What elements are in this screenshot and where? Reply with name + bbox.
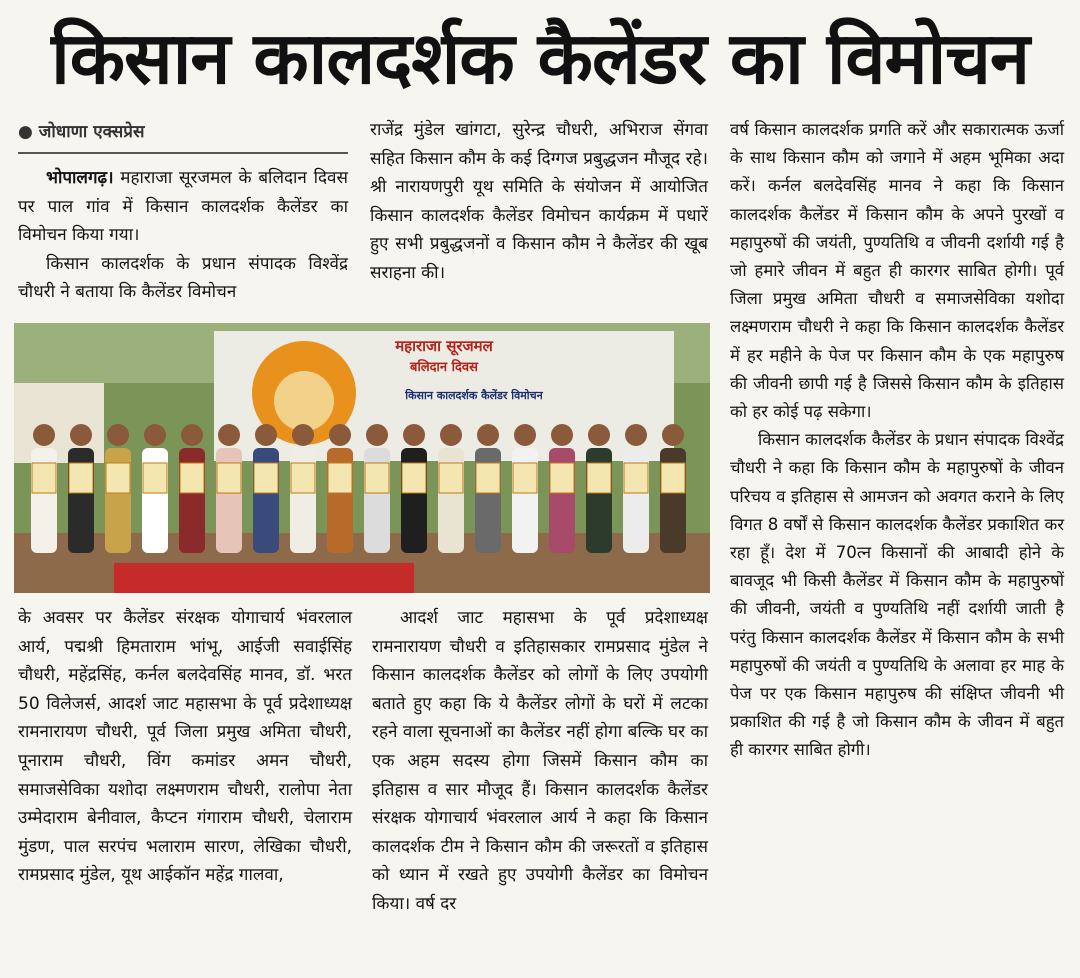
calendar-held [402,463,426,493]
calendar-held [513,463,537,493]
calendar-held [291,463,315,493]
calendar-held [661,463,685,493]
calendar-held [365,463,389,493]
event-photo-illustration [14,323,710,593]
calendar-held [550,463,574,493]
red-carpet [114,563,414,593]
column-1-bottom [18,604,352,890]
calendar-held [180,463,204,493]
banner-line-3: किसान कालदर्शक कैलेंडर विमोचन [405,389,543,402]
paragraph: राजेंद्र मुंडेल खांगटा, सुरेन्द्र चौधरी, अभिराज सेंगवा सहित किसान कौम के कई दिग्गज प्रबुद्धजन मौजूद रहे। श्री नारायणपुरी यूथ समिति के संयोजन में आयोजित किसान कालदर्शक कैलेंडर विमोचन कार्यक्रम में पधारें हुए सभी प्रबुद्धजनों व किसान कौम ने कैलेंडर की खूब सराहना की। [370,120,708,283]
event-photo [14,323,710,593]
paragraph: के अवसर पर कैलेंडर संरक्षक योगाचार्य भंवरलाल आर्य, पद्मश्री हिमताराम भांभू, आईजी सवाईसिंह चौधरी, महेंद्रसिंह, कर्नल बलदेवसिंह मानव, डॉ. भरत 50 विलेजर्स, आदर्श जाट महासभा के पूर्व प्रदेशाध्यक्ष रामनारायण चौधरी, पूर्व जिला प्रमुख अमिता चौधरी, पूनाराम चौधरी, विंग कमांडर अमन चौधरी, समाजसेविका यशोदा लक्ष्मणराम चौधरी, रालोपा नेता उम्मेदाराम बेनीवाल, कैप्टन गंगाराम चौधरी, चेलाराम मुंडण, पाल सरपंच भलाराम सारण, लेखिका चौधरी, रामप्रसाद मुंडेल, यूथ आईकॉन महेंद्र गालवा, [18,608,352,886]
paragraph: वर्ष किसान कालदर्शक प्रगति करें और सकारात्मक ऊर्जा के साथ किसान कौम को जगाने में अहम भूमिका अदा करें। कर्नल बलदेवसिंह मानव ने कहा कि किसान कालदर्शक कैलेंडर में किसान कौम के अपने पुरखों व महापुरुषों की जयंती, पुण्यतिथि व जीवनी दर्शायी गई है जो हमारे जीवन में बहुत ही कारगर साबित होगी। पूर्व जिला प्रमुख अमिता चौधरी व समाजसेविका यशोदा लक्ष्मणराम चौधरी ने कहा कि किसान कालदर्शक कैलेंडर में हर महीने के पेज पर किसान कौम के एक महापुरुष की जीवनी छापी गई है जिससे किसान कौम के इतिहास को हर कोई पढ़ सकेगा। [730,120,1064,422]
dateline: भोपालगढ़। [46,168,114,188]
headline: किसान कालदर्शक कैलेंडर का विमोचन [51,16,1029,100]
calendar-held [69,463,93,493]
calendar-held [106,463,130,493]
calendar-held [254,463,278,493]
paragraph-text: महाराजा सूरजमल के बलिदान दिवस पर पाल गांव में किसान कालदर्शक कैलेंडर का विमोचन किया गया। [18,168,348,246]
column-2-top [370,116,708,288]
calendar-held [328,463,352,493]
calendar-held [32,463,56,493]
calendar-held [587,463,611,493]
byline-rule [18,152,348,154]
byline: ● जोधाणा एक्सप्रेस [18,122,145,142]
calendar-held [476,463,500,493]
calendar-held [143,463,167,493]
column-3 [730,116,1064,765]
paragraph: किसान कालदर्शक के प्रधान संपादक विश्वेंद्र चौधरी ने बताया कि कैलेंडर विमोचन [18,253,348,303]
calendar-held [439,463,463,493]
calendar-held [217,463,241,493]
paragraph: आदर्श जाट महासभा के पूर्व प्रदेशाध्यक्ष रामनारायण चौधरी व इतिहासकार रामप्रसाद मुंडेल ने किसान कालदर्शक कैलेंडर को लोगों के लिए उपयोगी बताते हुए कहा कि ये कैलेंडर लोगों के घरों में लटका रहने वाला सूचनाओं का कैलेंडर नहीं होगा बल्कि घर का एक अहम सदस्य होगा जिसमें किसान कौम का इतिहास व सार मौजूद हैं। किसान कालदर्शक कैलेंडर संरक्षक योगाचार्य भंवरलाल आर्य ने कहा कि किसान कालदर्शक टीम ने किसान कौम की जरूरतों व इतिहास को ध्यान में रखते हुए उपयोगी कैलेंडर का विमोचन किया। वर्ष दर [372,608,708,914]
banner-line-2: बलिदान दिवस [410,360,478,375]
paragraph: किसान कालदर्शक कैलेंडर के प्रधान संपादक विश्वेंद्र चौधरी ने कहा कि किसान कौम के महापुरुषों के जीवन परिचय व इतिहास से आमजन को अवगत कराने के लिए विगत 8 वर्षों से किसान कालदर्शक कैलेंडर प्रकाशित कर रहा हूँ। देश में 70त्न किसानों की आबादी होने के बावजूद भी किसी कैलेंडर में किसान कौम के महापुरुषों की जीवनी, जयंती व पुण्यतिथि नहीं दर्शायी जाती है परंतु किसान कालदर्शक कैलेंडर में किसान कौम के सभी महापुरुषों की जयंती व पुण्यतिथि के अलावा हर माह के पेज पर एक किसान महापुरुष की संक्षिप्त जीवनी भी प्रकाशित की गई है जो किसान कौम के जीवन में बहुत ही कारगर साबित होगी। [730,430,1064,760]
paragraph [18,164,348,250]
column-1-top [18,118,348,307]
calendar-held [624,463,648,493]
banner-portrait-face [274,371,334,431]
column-2-bottom [372,604,708,919]
banner-line-1: महाराजा सूरजमल [395,337,493,355]
